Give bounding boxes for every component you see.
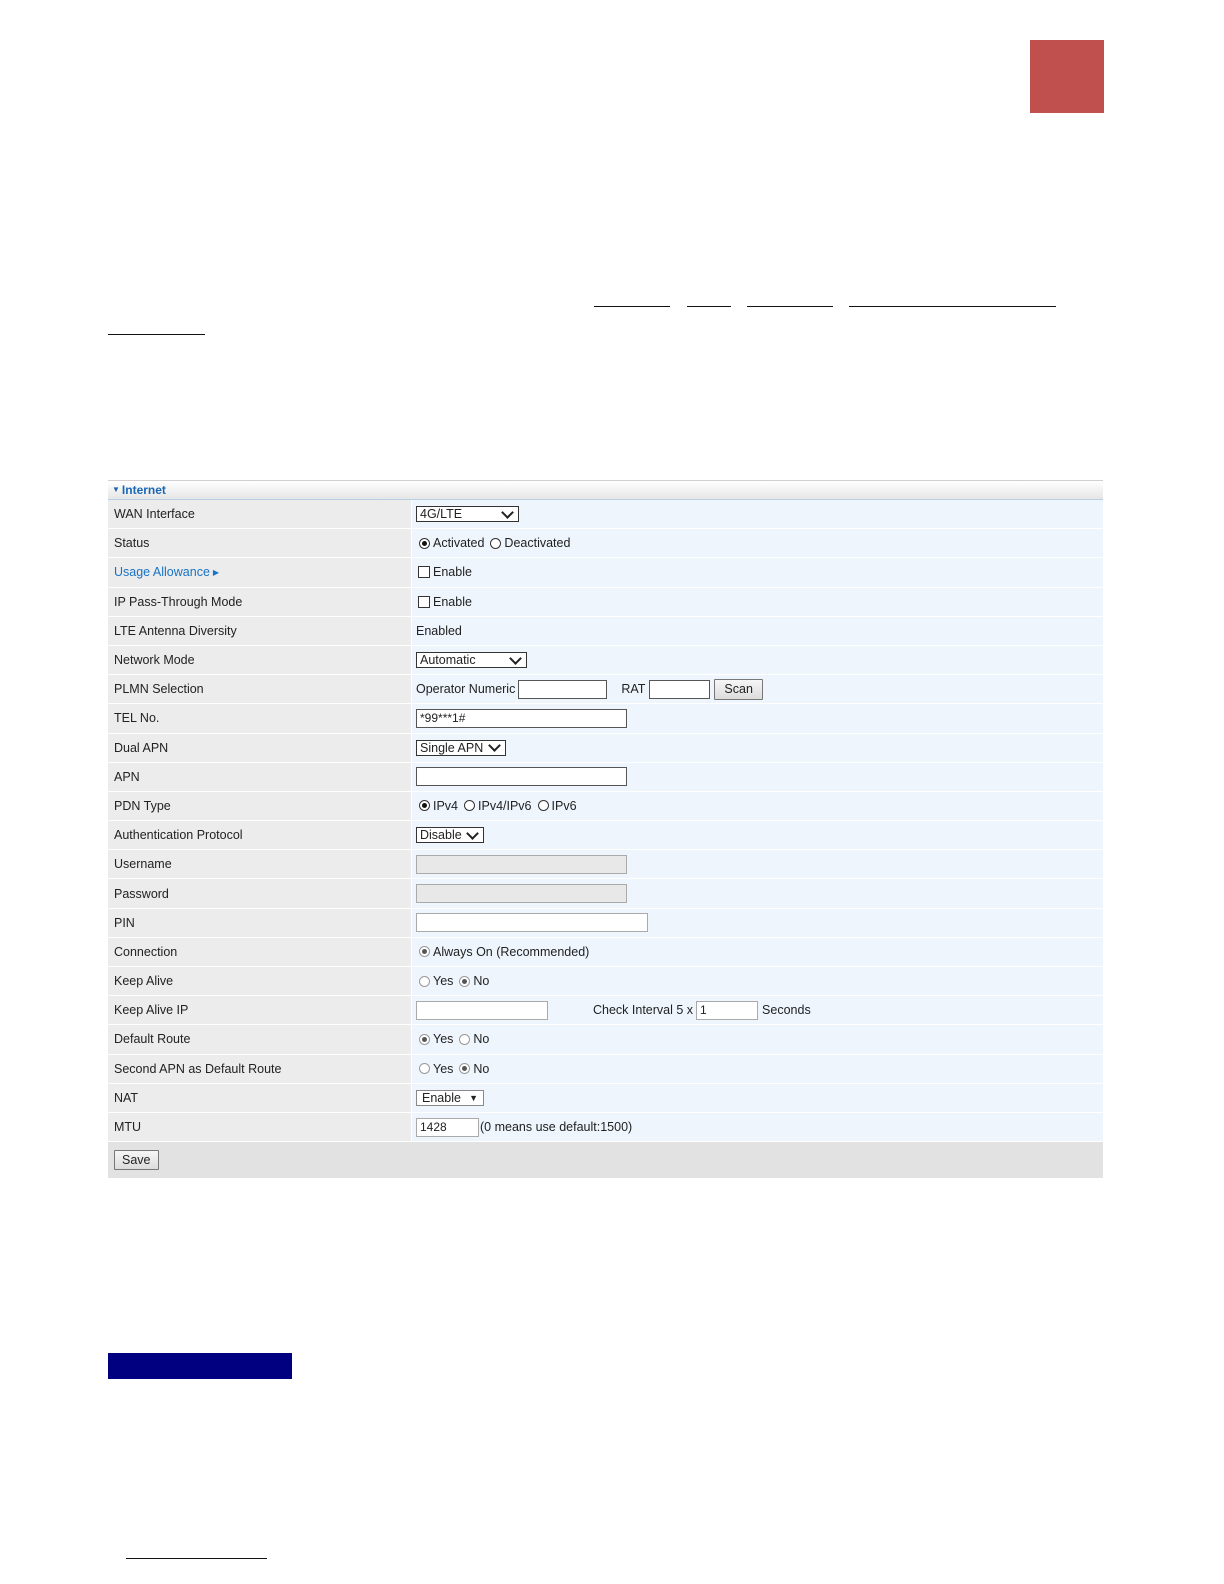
- underline-link-4: [849, 306, 1056, 307]
- row-nat: [108, 1084, 1103, 1113]
- keep-alive-label: Keep Alive: [108, 967, 412, 995]
- default-route-yes-radio[interactable]: [419, 1034, 430, 1045]
- connection-always-on-label: Always On (Recommended): [433, 944, 590, 959]
- row-keep-alive-ip: [108, 996, 1103, 1025]
- apn-input[interactable]: [416, 767, 627, 786]
- row-default-route: [108, 1025, 1103, 1054]
- panel-footer: [108, 1142, 1103, 1178]
- navy-heading-bar: [108, 1353, 292, 1379]
- row-status: [108, 529, 1103, 558]
- ip-passthrough-label: IP Pass-Through Mode: [108, 588, 412, 616]
- keep-alive-yes-label: Yes: [433, 974, 454, 989]
- pdn-ipv6-label: IPv6: [551, 798, 577, 813]
- mtu-label: MTU: [108, 1113, 412, 1141]
- row-keep-alive: [108, 967, 1103, 996]
- plmn-label: PLMN Selection: [108, 675, 412, 703]
- second-apn-no-radio[interactable]: [459, 1063, 470, 1074]
- password-input[interactable]: [416, 884, 627, 903]
- caret-right-icon: ▶: [212, 567, 220, 577]
- underline-link-1: [594, 306, 670, 307]
- keep-alive-no-radio[interactable]: [459, 976, 470, 987]
- pdn-ipv4-label: IPv4: [433, 798, 459, 813]
- status-activated-radio[interactable]: [419, 538, 430, 549]
- row-wan-interface: [108, 500, 1103, 529]
- network-mode-label: Network Mode: [108, 646, 412, 674]
- username-input[interactable]: [416, 855, 627, 874]
- default-route-no-label: No: [473, 1032, 490, 1047]
- username-label: Username: [108, 850, 412, 878]
- second-apn-label: Second APN as Default Route: [108, 1055, 412, 1083]
- chevron-down-icon: [466, 827, 479, 840]
- default-route-yes-label: Yes: [433, 1032, 454, 1047]
- apn-label: APN: [108, 763, 412, 791]
- status-deactivated-radio[interactable]: [490, 538, 501, 549]
- usage-allowance-enable-label: Enable: [433, 565, 472, 580]
- default-route-label: Default Route: [108, 1025, 412, 1053]
- lte-antenna-value: Enabled: [416, 623, 462, 638]
- network-mode-select[interactable]: [416, 652, 527, 668]
- operator-numeric-label: Operator Numeric: [416, 682, 516, 697]
- pdn-ipv6-radio[interactable]: [538, 800, 549, 811]
- auth-value: Disable: [420, 828, 462, 843]
- ip-passthrough-enable-label: Enable: [433, 594, 472, 609]
- row-network-mode: [108, 646, 1103, 675]
- row-pdn-type: [108, 792, 1103, 821]
- default-route-no-radio[interactable]: [459, 1034, 470, 1045]
- wan-interface-value: 4G/LTE: [420, 507, 463, 522]
- dual-apn-select[interactable]: [416, 740, 506, 756]
- row-lte-antenna: [108, 617, 1103, 646]
- underline-link-6: [126, 1558, 267, 1559]
- dual-apn-value: Single APN: [420, 740, 484, 755]
- status-deactivated-label: Deactivated: [504, 536, 571, 551]
- underline-link-3: [747, 306, 833, 307]
- usage-allowance-label: Usage Allowance: [114, 565, 210, 580]
- keep-alive-ip-input[interactable]: [416, 1001, 548, 1020]
- tel-no-label: TEL No.: [108, 704, 412, 732]
- second-apn-yes-label: Yes: [433, 1061, 454, 1076]
- panel-header[interactable]: [108, 480, 1103, 500]
- nat-select[interactable]: [416, 1090, 484, 1106]
- usage-allowance-checkbox[interactable]: [418, 566, 430, 578]
- seconds-label: Seconds: [762, 1003, 811, 1018]
- keep-alive-ip-label: Keep Alive IP: [108, 996, 412, 1024]
- pdn-ipv4v6-radio[interactable]: [464, 800, 475, 811]
- chevron-down-icon: [488, 739, 501, 752]
- row-connection: [108, 938, 1103, 967]
- row-password: [108, 879, 1103, 908]
- pdn-ipv4v6-label: IPv4/IPv6: [478, 798, 532, 813]
- underline-link-2: [687, 306, 731, 307]
- keep-alive-yes-radio[interactable]: [419, 976, 430, 987]
- tel-no-input[interactable]: *99***1#: [416, 709, 627, 728]
- mtu-hint: (0 means use default:1500): [480, 1120, 633, 1135]
- status-label: Status: [108, 529, 412, 557]
- keep-alive-no-label: No: [473, 974, 490, 989]
- pdn-ipv4-radio[interactable]: [419, 800, 430, 811]
- corner-block: [1030, 40, 1104, 113]
- pin-input[interactable]: [416, 913, 648, 932]
- pdn-type-label: PDN Type: [108, 792, 412, 820]
- status-activated-label: Activated: [433, 536, 485, 551]
- nat-label: NAT: [108, 1084, 412, 1112]
- internet-panel: [108, 480, 1103, 1168]
- check-interval-input[interactable]: 1: [696, 1001, 758, 1020]
- operator-numeric-input[interactable]: [518, 680, 607, 699]
- row-apn: [108, 763, 1103, 792]
- chevron-down-icon: [509, 652, 522, 665]
- panel-title: Internet: [121, 483, 166, 497]
- nat-value: Enable: [422, 1090, 461, 1105]
- rat-label: RAT: [621, 682, 646, 697]
- dual-apn-label: Dual APN: [108, 734, 412, 762]
- row-plmn: [108, 675, 1103, 704]
- caret-down-icon: ▼: [469, 1092, 478, 1103]
- collapse-triangle-icon[interactable]: ▼: [112, 485, 120, 494]
- second-apn-yes-radio[interactable]: [419, 1063, 430, 1074]
- rat-input[interactable]: [649, 680, 710, 699]
- row-auth: [108, 821, 1103, 850]
- row-username: [108, 850, 1103, 879]
- wan-interface-label: WAN Interface: [108, 500, 412, 528]
- auth-select[interactable]: [416, 827, 484, 843]
- row-pin: [108, 909, 1103, 938]
- check-interval-label: Check Interval 5 x: [593, 1003, 694, 1018]
- row-mtu: [108, 1113, 1103, 1142]
- chevron-down-icon: [501, 506, 514, 519]
- pin-label: PIN: [108, 909, 412, 937]
- mtu-input[interactable]: 1428: [416, 1118, 479, 1137]
- scan-button[interactable]: Scan: [714, 679, 763, 700]
- network-mode-value: Automatic: [420, 653, 476, 668]
- lte-antenna-label: LTE Antenna Diversity: [108, 617, 412, 645]
- row-ip-passthrough: [108, 588, 1103, 617]
- usage-allowance-link[interactable]: [108, 558, 412, 586]
- connection-always-on-radio[interactable]: [419, 946, 430, 957]
- save-button[interactable]: Save: [114, 1150, 159, 1170]
- ip-passthrough-checkbox[interactable]: [418, 596, 430, 608]
- underline-link-5: [108, 334, 205, 335]
- auth-label: Authentication Protocol: [108, 821, 412, 849]
- connection-label: Connection: [108, 938, 412, 966]
- row-second-apn: [108, 1055, 1103, 1084]
- row-usage-allowance: [108, 558, 1103, 587]
- row-dual-apn: [108, 734, 1103, 763]
- second-apn-no-label: No: [473, 1061, 490, 1076]
- row-tel-no: [108, 704, 1103, 733]
- password-label: Password: [108, 879, 412, 907]
- wan-interface-select[interactable]: [416, 506, 519, 522]
